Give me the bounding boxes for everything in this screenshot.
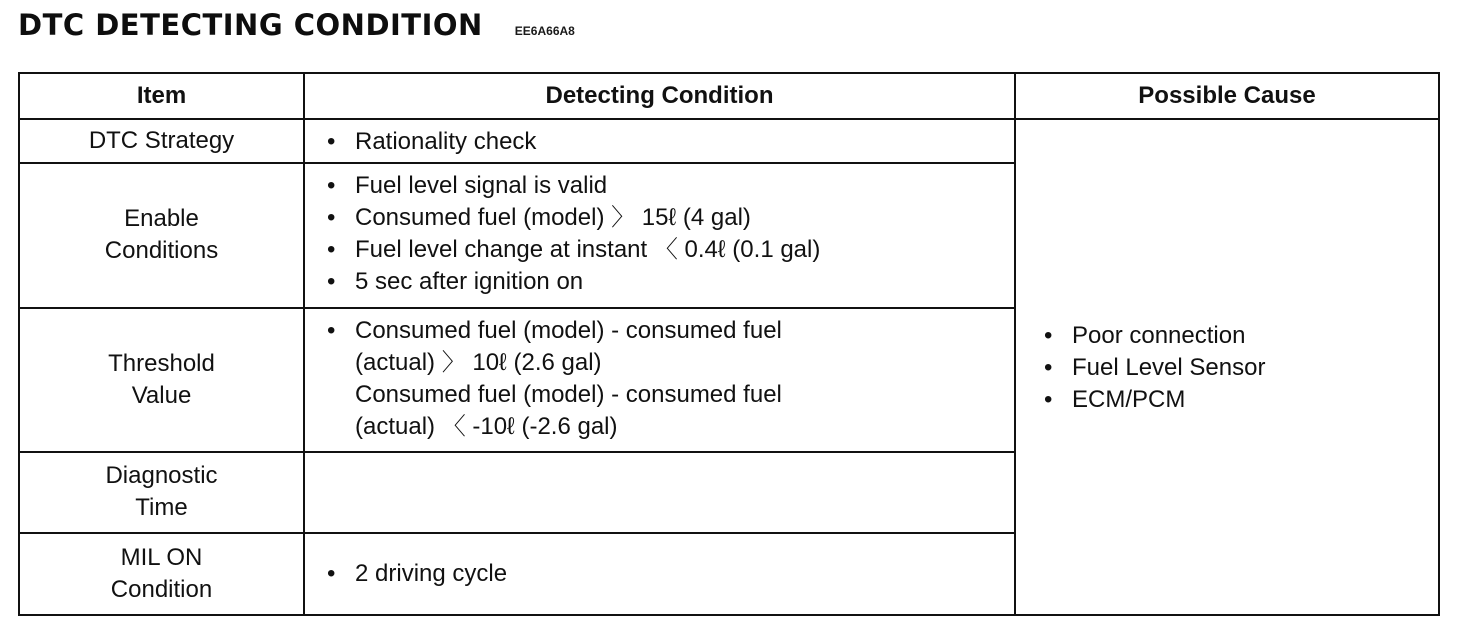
page-title: DTC DETECTING CONDITION	[18, 8, 483, 42]
item-label-line: Threshold	[108, 350, 215, 378]
table-header-row	[19, 73, 1439, 119]
condition-text: • 2 driving cycle	[355, 559, 508, 587]
detecting-condition-cell	[304, 308, 1015, 453]
table-row	[19, 119, 1439, 163]
possible-cause-item: • ECM/PCM	[1040, 384, 1438, 416]
detecting-condition-cell	[304, 119, 1015, 163]
condition-item	[323, 266, 1014, 298]
document-code: EE6A66A8	[514, 24, 575, 38]
item-cell	[19, 163, 304, 308]
detecting-condition-cell	[304, 533, 1015, 615]
page-header	[18, 8, 575, 42]
dtc-table	[18, 72, 1440, 616]
detecting-condition-cell	[304, 163, 1015, 308]
item-label-line: MIL ON	[120, 543, 203, 571]
condition-list	[323, 170, 1014, 298]
condition-item	[323, 234, 1014, 266]
item-label-line: Diagnostic	[105, 462, 218, 490]
item-label-line: Value	[131, 382, 192, 410]
item-label-line: Enable	[124, 205, 199, 233]
column-header-possible-cause: Possible Cause	[1015, 73, 1439, 119]
item-label-line: Condition	[110, 575, 213, 603]
column-header-item: Item	[19, 73, 304, 119]
item-label-line: Conditions	[104, 237, 219, 265]
condition-text: • Fuel level signal is valid	[355, 172, 608, 200]
condition-list	[323, 558, 1014, 590]
condition-list	[323, 315, 1014, 443]
item-cell	[19, 308, 304, 453]
condition-item	[323, 126, 1014, 158]
condition-text: • Fuel level change at instant 〈 0.4ℓ (0.1 gal)	[355, 236, 821, 264]
condition-text: • Consumed fuel (model) - consumed fuel	[355, 316, 782, 344]
condition-item	[323, 202, 1014, 234]
column-header-detecting-condition: Detecting Condition	[304, 73, 1015, 119]
item-cell	[19, 452, 304, 532]
item-label-line: DTC Strategy	[88, 127, 235, 155]
table-body	[19, 119, 1439, 615]
item-label-line: Time	[135, 494, 188, 522]
detecting-condition-cell	[304, 452, 1015, 532]
condition-text: • Consumed fuel (model) 〉 15ℓ (4 gal)	[355, 204, 751, 232]
condition-text: (actual) 〉 10ℓ (2.6 gal)	[355, 348, 602, 376]
condition-list	[323, 126, 1014, 158]
condition-item	[323, 558, 1014, 590]
condition-item	[323, 315, 1014, 443]
item-cell	[19, 533, 304, 615]
condition-text: Consumed fuel (model) - consumed fuel	[355, 380, 782, 408]
possible-cause-cell	[1015, 119, 1439, 615]
item-cell	[19, 119, 304, 163]
condition-item	[323, 170, 1014, 202]
condition-text: • 5 sec after ignition on	[355, 268, 584, 296]
condition-text: • Rationality check	[355, 128, 537, 155]
possible-cause-item: • Poor connection	[1040, 320, 1438, 352]
possible-cause-list	[1040, 320, 1438, 416]
condition-text: (actual) 〈 -10ℓ (-2.6 gal)	[355, 412, 618, 440]
possible-cause-item: • Fuel Level Sensor	[1040, 352, 1438, 384]
